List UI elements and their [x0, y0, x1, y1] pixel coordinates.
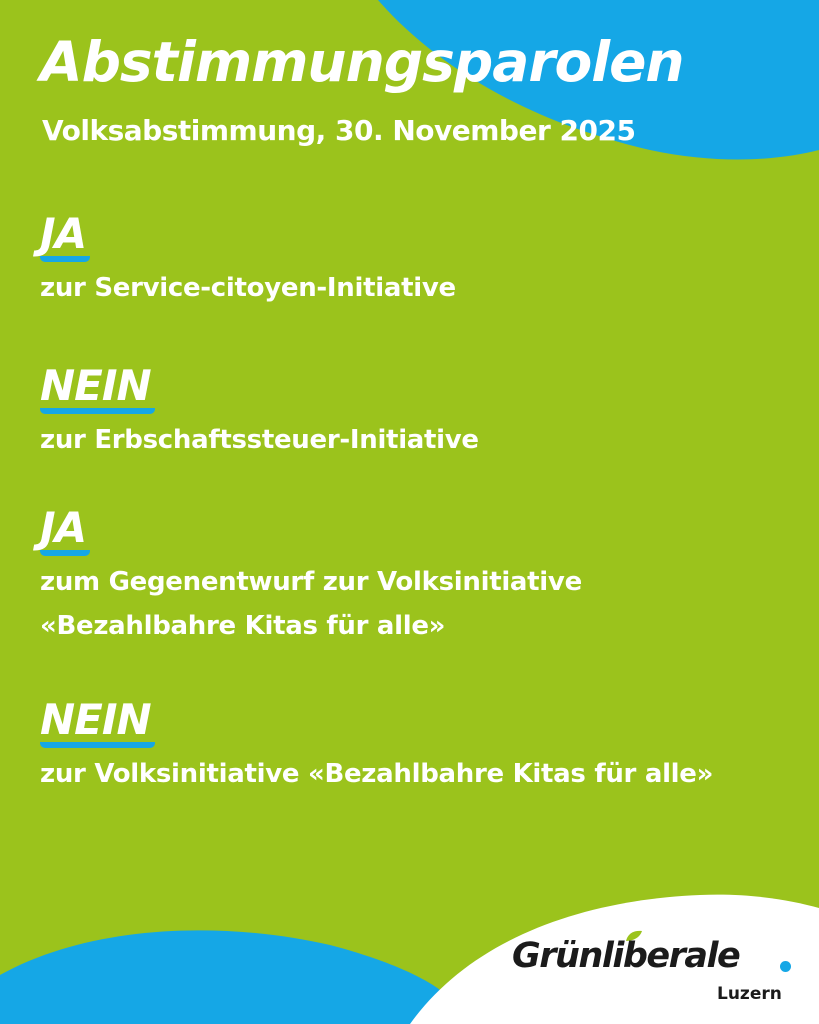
recommendation-4: [40, 695, 714, 796]
party-logo: [512, 936, 802, 1016]
recommendation-text: zur Volksinitiative «Bezahlbahre Kitas für alle»: [40, 759, 714, 790]
bottom-left-blue-shape: [0, 930, 470, 1024]
verdict-label: NEIN: [40, 364, 155, 414]
recommendation-text: zur Service-citoyen-Initiative: [40, 273, 456, 304]
page-title: Abstimmungsparolen: [40, 30, 684, 94]
verdict-label: JA: [40, 506, 90, 556]
recommendation-3: [40, 503, 582, 648]
recommendation-text: zum Gegenentwurf zur Volksinitiative: [40, 567, 582, 598]
logo-region: Luzern: [717, 984, 782, 1004]
logo-wordmark: Grünliberale: [512, 936, 740, 976]
logo-dot-icon: [780, 961, 791, 972]
recommendation-1: [40, 209, 456, 310]
recommendation-2: [40, 361, 479, 462]
recommendation-text: zur Erbschaftssteuer-Initiative: [40, 425, 479, 456]
verdict-label: JA: [40, 212, 90, 262]
recommendation-text-line-2: «Bezahlbahre Kitas für alle»: [40, 611, 446, 642]
verdict-label: NEIN: [40, 698, 155, 748]
page-subtitle: Volksabstimmung, 30. November 2025: [42, 114, 636, 147]
